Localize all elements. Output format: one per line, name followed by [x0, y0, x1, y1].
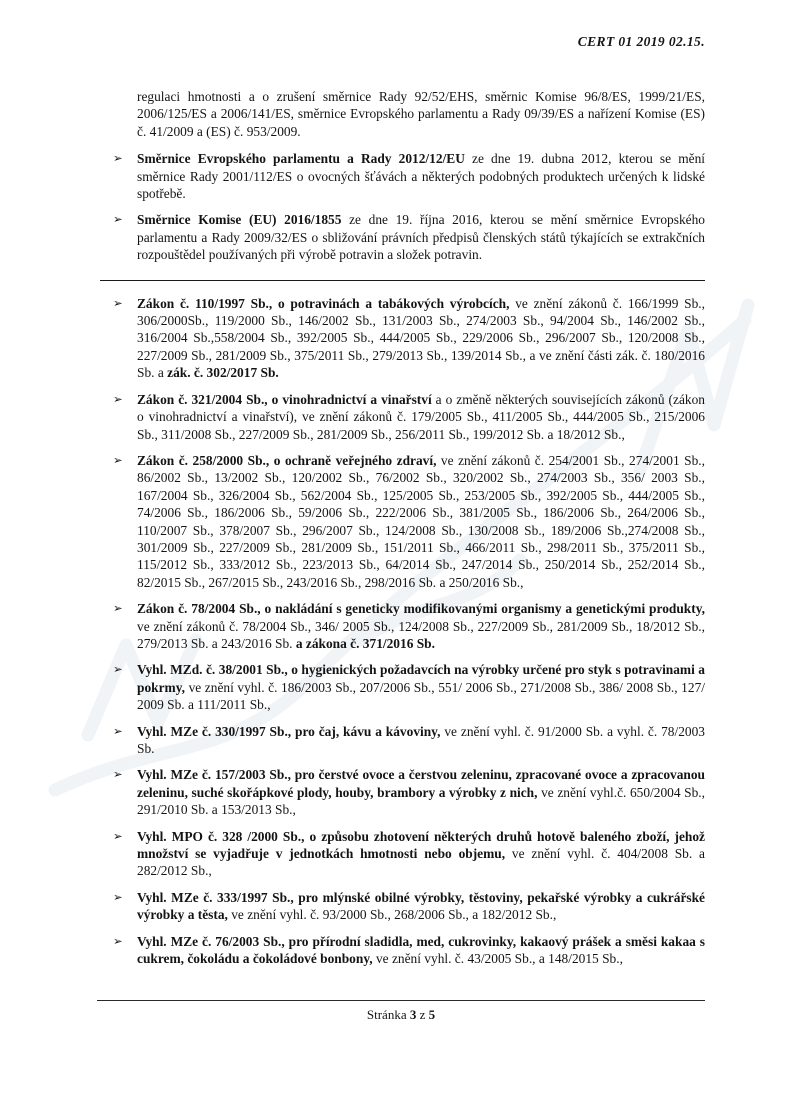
list-item	[100, 211, 705, 263]
list-item	[100, 661, 705, 713]
arrow-bullet-icon: ➢	[113, 214, 123, 227]
item-text: Směrnice Komise (EU) 2016/1855 ze dne 19. října 2016, kterou se mění směrnice Evropského parlamentu a Rady 2009/32/ES o sbližování právních předpisů členských států týkajících se extrakčních rozpouštědel používaných při výrobě potravin a složek potravin.	[137, 212, 705, 263]
item-text: Vyhl. MZe č. 333/1997 Sb., pro mlýnské obilné výrobky, těstoviny, pekařské výrobky a cukrářské výrobky a těsta, ve znění vyhl. č. 93/2000 Sb., 268/2006 Sb., a 182/2012 Sb.,	[137, 889, 705, 923]
section-separator	[100, 280, 705, 281]
item-text: Zákon č. 110/1997 Sb., o potravinách a tabákových výrobcích, ve znění zákonů č. 166/1999 Sb., 306/2000Sb., 119/2000 Sb., 146/2002 Sb., 131/2003 Sb., 274/2003 Sb., 94/2004 Sb., 146/2002 Sb., 316/2004 Sb.,558/2004 Sb., 392/2005 Sb., 444/2005 Sb., 229/2006 Sb., 296/2007 Sb., 120/2008 Sb., 227/2009 Sb., 281/2009 Sb., 375/2011 Sb., 279/2013 Sb., 139/2014 Sb., a ve znění části zák. č. 180/2016 Sb. a zák. č. 302/2017 Sb.	[137, 295, 705, 381]
list-item	[100, 889, 705, 924]
list-item	[100, 828, 705, 880]
list-item	[100, 600, 705, 652]
arrow-bullet-icon: ➢	[113, 891, 123, 904]
intro-paragraph: regulaci hmotnosti a o zrušení směrnice Rady 92/52/EHS, směrnic Komise 96/8/ES, 1999/21/ES, 2006/125/ES a 2006/141/ES, směrnice Evropského parlamentu a Rady 09/39/ES a nařízení Komise (ES) č. 41/2009 a (ES) č. 953/2009.	[137, 89, 705, 139]
list-item	[100, 295, 705, 382]
arrow-bullet-icon: ➢	[113, 664, 123, 677]
arrow-bullet-icon: ➢	[113, 830, 123, 843]
list-item	[100, 150, 705, 202]
arrow-bullet-icon: ➢	[113, 393, 123, 406]
footer-total-pages: 5	[428, 1007, 436, 1022]
directives-list	[100, 150, 705, 263]
footer-label: Stránka	[366, 1007, 410, 1022]
arrow-bullet-icon: ➢	[113, 725, 123, 738]
item-text: Vyhl. MZe č. 76/2003 Sb., pro přírodní sladidla, med, cukrovinky, kakaový prášek a směsi kakaa s cukrem, čokoládu a čokoládové bonbony, ve znění vyhl. č. 43/2005 Sb., a 148/2015 Sb.,	[137, 933, 705, 967]
page-footer	[97, 1000, 705, 1023]
footer-page-number: 3	[409, 1007, 417, 1022]
arrow-bullet-icon: ➢	[113, 935, 123, 948]
page-content	[100, 34, 705, 976]
arrow-bullet-icon: ➢	[113, 454, 123, 467]
item-text: Vyhl. MPO č. 328 /2000 Sb., o způsobu zhotovení některých druhů hotově baleného zboží, jehož množství se vyjadřuje v jednotkách hmotnosti nebo objemu, ve znění vyhl. č. 404/2008 Sb. a 282/2012 Sb.,	[137, 828, 705, 879]
item-text: Směrnice Evropského parlamentu a Rady 2012/12/EU ze dne 19. dubna 2012, kterou se mění směrnice Rady 2001/112/ES o ovocných šťávách a některých podobných produktech určených k lidské spotřebě.	[137, 151, 706, 202]
laws-list	[100, 295, 705, 968]
footer-separator: z	[416, 1007, 429, 1022]
document-code: CERT 01 2019 02.15.	[577, 34, 705, 49]
item-text: Zákon č. 78/2004 Sb., o nakládání s geneticky modifikovanými organismy a genetickými produkty, ve znění zákonů č. 78/2004 Sb., 346/ 2005 Sb., 124/2008 Sb., 227/2009 Sb., 281/2009 Sb., 18/2012 Sb., 279/2013 Sb. a 243/2016 Sb. a zákona č. 371/2016 Sb.	[137, 601, 705, 651]
arrow-bullet-icon: ➢	[113, 297, 123, 310]
list-item	[100, 452, 705, 591]
list-item	[100, 766, 705, 818]
arrow-bullet-icon: ➢	[113, 603, 123, 616]
item-text: Zákon č. 258/2000 Sb., o ochraně veřejného zdraví, ve znění zákonů č. 254/2001 Sb., 274/2001 Sb., 86/2002 Sb., 13/2002 Sb., 120/2002 Sb., 76/2002 Sb., 320/2002 Sb., 274/2003 Sb., 356/ 2003 Sb., 167/2004 Sb., 326/2004 Sb., 562/2004 Sb., 125/2005 Sb., 253/2005 Sb., 392/2005 Sb., 444/2005 Sb., 74/2006 Sb., 186/2006 Sb., 59/2006 Sb., 222/2006 Sb., 381/2005 Sb., 186/2006 Sb., 264/2006 Sb., 110/2007 Sb., 378/2007 Sb., 296/2007 Sb., 124/2008 Sb., 130/2008 Sb., 189/2006 Sb.,274/2008 Sb., 301/2009 Sb., 227/2009 Sb., 281/2009 Sb., 151/2011 Sb., 466/2011 Sb., 298/2011 Sb., 375/2011 Sb., 115/2012 Sb., 333/2012 Sb., 223/2013 Sb., 64/2014 Sb., 247/2014 Sb., 250/2014 Sb., 252/2014 Sb., 82/2015 Sb., 267/2015 Sb., 243/2016 Sb., 298/2016 Sb. a 250/2016 Sb.,	[137, 452, 705, 590]
list-item	[100, 723, 705, 758]
arrow-bullet-icon: ➢	[113, 769, 123, 782]
item-text: Vyhl. MZe č. 330/1997 Sb., pro čaj, kávu a kávoviny, ve znění vyhl. č. 91/2000 Sb. a vyhl. č. 78/2003 Sb.	[137, 723, 705, 756]
item-text: Vyhl. MZd. č. 38/2001 Sb., o hygienických požadavcích na výrobky určené pro styk s potravinami a pokrmy, ve znění vyhl. č. 186/2003 Sb., 207/2006 Sb., 551/ 2006 Sb., 271/2008 Sb., 386/ 2008 Sb., 127/ 2009 Sb. a 111/2011 Sb.,	[137, 662, 705, 713]
item-text: Vyhl. MZe č. 157/2003 Sb., pro čerstvé ovoce a čerstvou zeleninu, zpracované ovoce a zpracovanou zeleninu, suché skořápkové plody, houby, brambory a výrobky z nich, ve znění vyhl.č. 650/2004 Sb., 291/2010 Sb. a 153/2013 Sb.,	[137, 767, 705, 818]
item-text: Zákon č. 321/2004 Sb., o vinohradnictví a vinařství a o změně některých souvisejících zákonů (zákon o vinohradnictví a vinařství), ve znění zákonů č. 179/2005 Sb., 411/2005 Sb., 444/2005 Sb., 215/2006 Sb., 311/2008 Sb., 227/2009 Sb., 281/2009 Sb., 256/2011 Sb., 199/2012 Sb. a 18/2012 Sb.,	[137, 391, 705, 442]
arrow-bullet-icon: ➢	[113, 153, 123, 166]
list-item	[100, 391, 705, 443]
list-item	[100, 933, 705, 968]
